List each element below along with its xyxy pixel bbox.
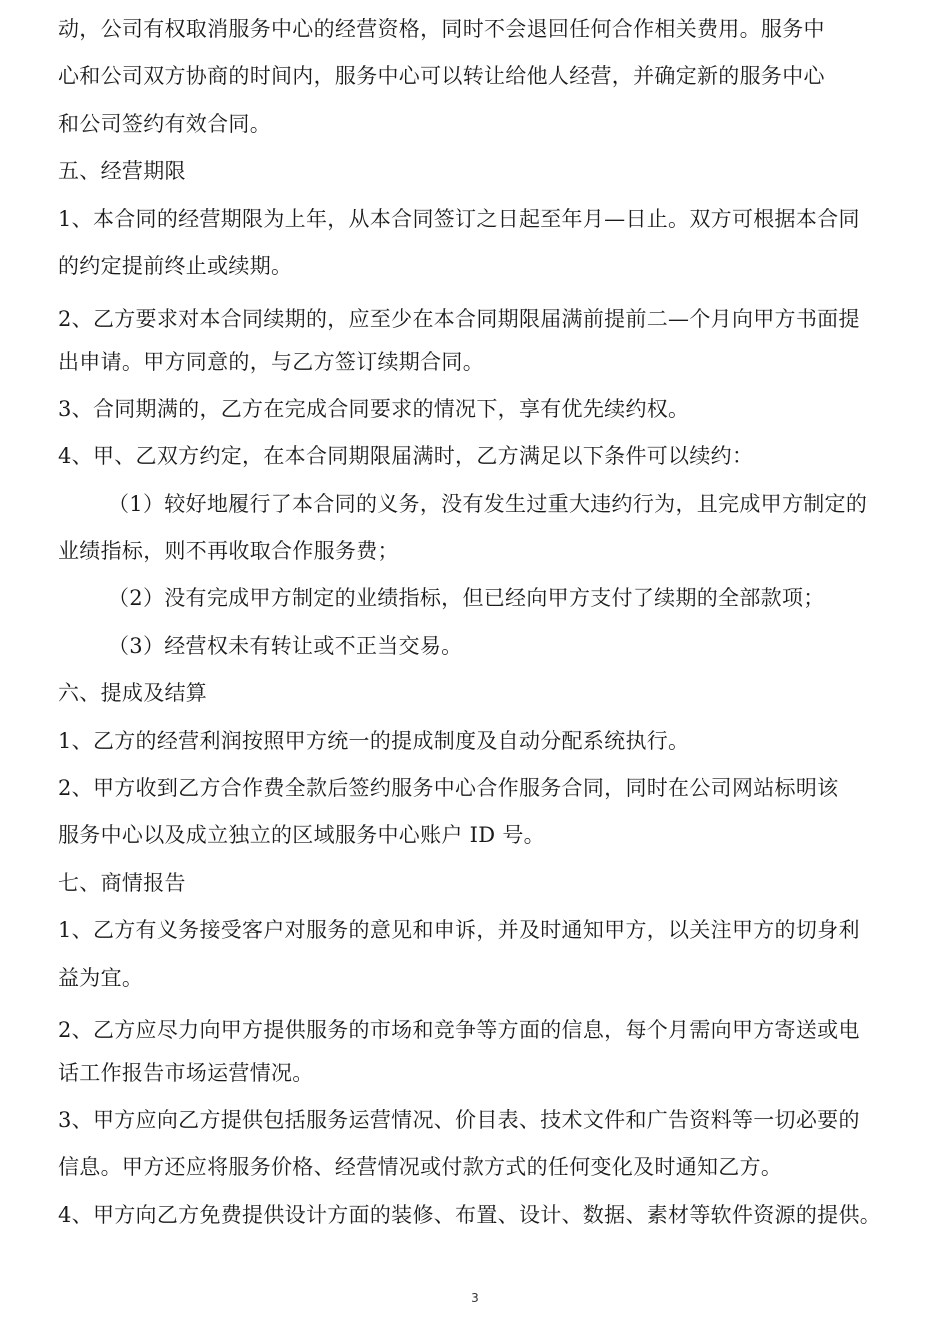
text-line: 3、合同期满的，乙方在完成合同要求的情况下，享有优先续约权。 bbox=[58, 397, 690, 421]
text-line: （2）没有完成甲方制定的业绩指标，但已经向甲方支付了续期的全部款项； bbox=[108, 586, 825, 610]
text-line: （3）经营权未有转让或不正当交易。 bbox=[108, 634, 463, 658]
text-line: 出申请。甲方同意的，与乙方签订续期合同。 bbox=[58, 350, 484, 374]
text-line: 1、乙方的经营利润按照甲方统一的提成制度及自动分配系统执行。 bbox=[58, 729, 690, 753]
text-line: 动，公司有权取消服务中心的经营资格，同时不会退回任何合作相关费用。服务中 bbox=[58, 17, 825, 41]
text-line: 益为宜。 bbox=[58, 966, 144, 990]
section-heading: 六、提成及结算 bbox=[58, 681, 208, 705]
text-line: 和公司签约有效合同。 bbox=[58, 112, 271, 136]
text-line: （1）较好地履行了本合同的义务，没有发生过重大违约行为，且完成甲方制定的 bbox=[108, 492, 868, 516]
text-line: 的约定提前终止或续期。 bbox=[58, 254, 293, 278]
page-number: 3 bbox=[471, 1291, 479, 1305]
text-line: 信息。甲方还应将服务价格、经营情况或付款方式的任何变化及时通知乙方。 bbox=[58, 1155, 783, 1179]
text-line: 心和公司双方协商的时间内，服务中心可以转让给他人经营，并确定新的服务中心 bbox=[58, 64, 825, 88]
section-heading: 七、商情报告 bbox=[58, 871, 186, 895]
text-line: 3、甲方应向乙方提供包括服务运营情况、价目表、技术文件和广告资料等一切必要的 bbox=[58, 1108, 860, 1132]
text-line: 1、本合同的经营期限为上年，从本合同签订之日起至年月—日止。双方可根据本合同 bbox=[58, 207, 860, 231]
text-line: 话工作报告市场运营情况。 bbox=[58, 1061, 314, 1085]
text-line: 2、乙方应尽力向甲方提供服务的市场和竞争等方面的信息，每个月需向甲方寄送或电 bbox=[58, 1018, 860, 1042]
text-line: 业绩指标，则不再收取合作服务费； bbox=[58, 539, 399, 563]
text-line: 服务中心以及成立独立的区域服务中心账户 ID 号。 bbox=[58, 823, 545, 847]
text-line: 2、甲方收到乙方合作费全款后签约服务中心合作服务合同，同时在公司网站标明该 bbox=[58, 776, 839, 800]
section-heading: 五、经营期限 bbox=[58, 159, 186, 183]
text-line: 2、乙方要求对本合同续期的，应至少在本合同期限届满前提前二—个月向甲方书面提 bbox=[58, 307, 860, 331]
text-line: 1、乙方有义务接受客户对服务的意见和申诉，并及时通知甲方，以关注甲方的切身利 bbox=[58, 918, 860, 942]
text-line: 4、甲方向乙方免费提供设计方面的装修、布置、设计、数据、素材等软件资源的提供。 bbox=[58, 1203, 882, 1227]
text-line: 4、甲、乙双方约定，在本合同期限届满时，乙方满足以下条件可以续约： bbox=[58, 444, 754, 468]
